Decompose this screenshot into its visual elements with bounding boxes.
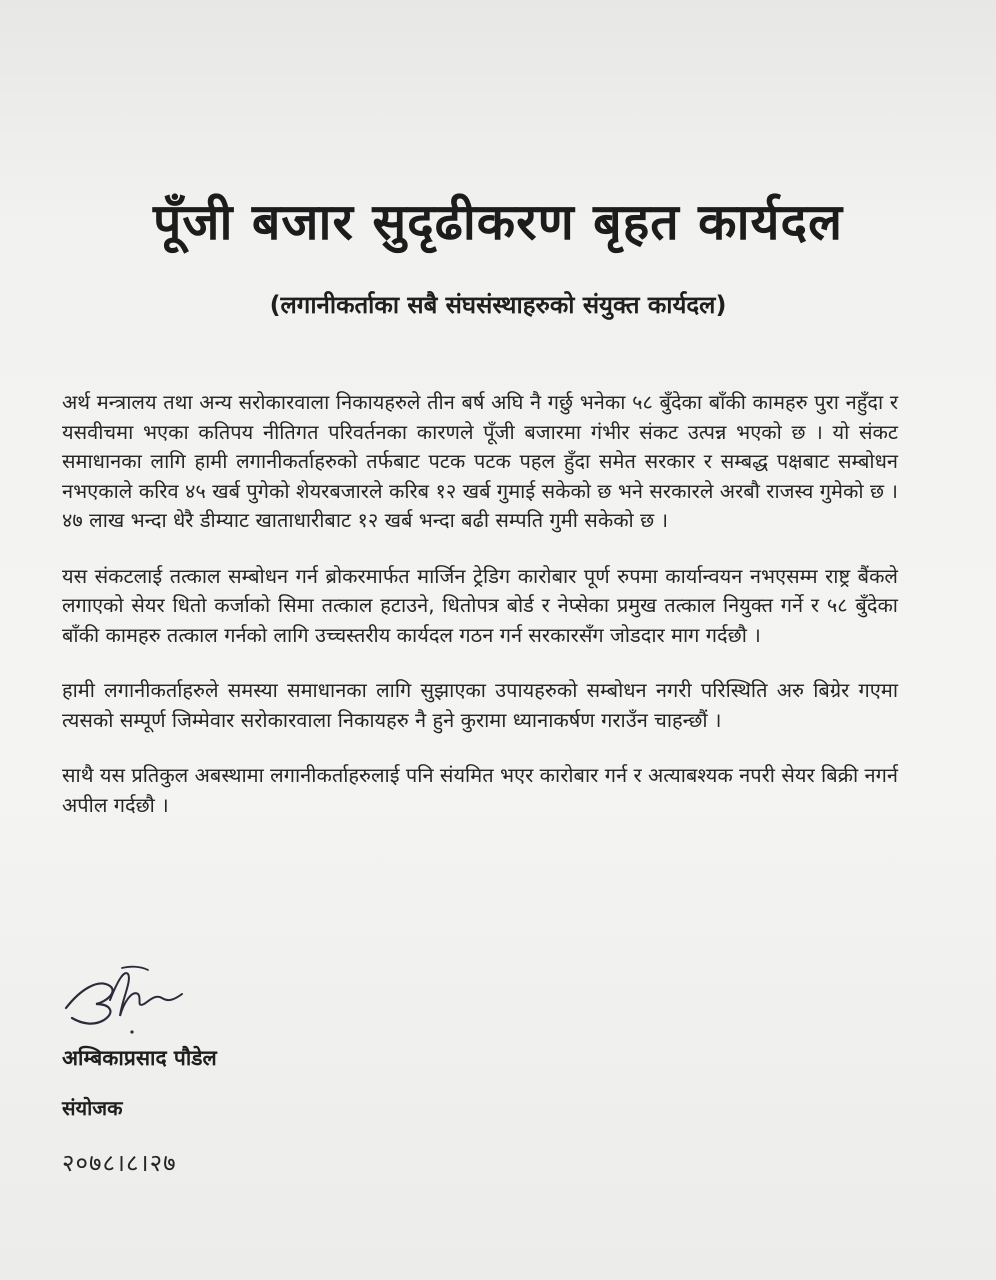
paragraph-1: अर्थ मन्त्रालय तथा अन्य सरोकारवाला निकायहरुले तीन बर्ष अघि नै गर्छु भनेका ५८ बुँदेका बाँकी कामहरु पुरा नहुँदा र यसवीचमा भएका कतिपय नीतिगत परिवर्तनका कारणले पूँजी बजारमा गंभीर संकट उत्पन्न भएको छ । यो संकट समाधानका लागि हामी लगानीकर्ताहरुको तर्फबाट पटक पटक पहल हुँदा समेत सरकार र सम्बद्ध पक्षबाट सम्बोधन नभएकाले करिव ४५ खर्ब पुगेको शेयरबजारले करिब १२ खर्ब गुमाई सकेको छ भने सरकारले अरबौ राजस्व गुमेको छ । ४७ लाख भन्दा धेरै डीम्याट खाताधारीबाट १२ खर्ब भन्दा बढी सम्पति गुमी सकेको छ । [62,390,898,532]
document-title: पूँजी बजार सुदृढीकरण बृहत कार्यदल [153,193,843,251]
letter-date: २०७८।८।२७ [62,1149,177,1177]
document-subtitle: (लगानीकर्ताका सबै संघसंस्थाहरुको संयुक्त कार्यदल) [269,291,727,319]
paragraph-2: यस संकटलाई तत्काल सम्बोधन गर्न ब्रोकरमार्फत मार्जिन ट्रेडिग कारोबार पूर्ण रुपमा कार्यान्वयन नभएसम्म राष्ट्र बैंकले लगाएको सेयर धितो कर्जाको सिमा तत्काल हटाउने, धितोपत्र बोर्ड र नेप्सेका प्रमुख तत्काल नियुक्त गर्ने र ५८ बुँदेका बाँकी कामहरु तत्काल गर्नको लागि उच्चस्तरीय कार्यदल गठन गर्न सरकारसँग जोडदार माग गर्दछौ । [62,563,898,647]
signatory-role: संयोजक [62,1096,123,1120]
handwritten-signature [58,960,188,1038]
letter-body [62,388,898,846]
paragraph-3: हामी लगानीकर्ताहरुले समस्या समाधानका लागि सुझाएका उपायहरुको सम्बोधन नगरी परिस्थिति अरु बिग्रेर गएमा त्यसको सम्पूर्ण जिम्मेवार सरोकारवाला निकायहरु नै हुने कुरामा ध्यानाकर्षण गराउँन चाहन्छौं । [62,678,898,732]
paragraph-4: साथै यस प्रतिकुल अबस्थामा लगानीकर्ताहरुलाई पनि संयमित भएर कारोबार गर्न र अत्याबश्यक नपरी सेयर बिक्री नगर्न अपील गर्दछौ । [62,763,898,817]
signatory-name: अम्बिकाप्रसाद पौडेल [62,1046,217,1070]
